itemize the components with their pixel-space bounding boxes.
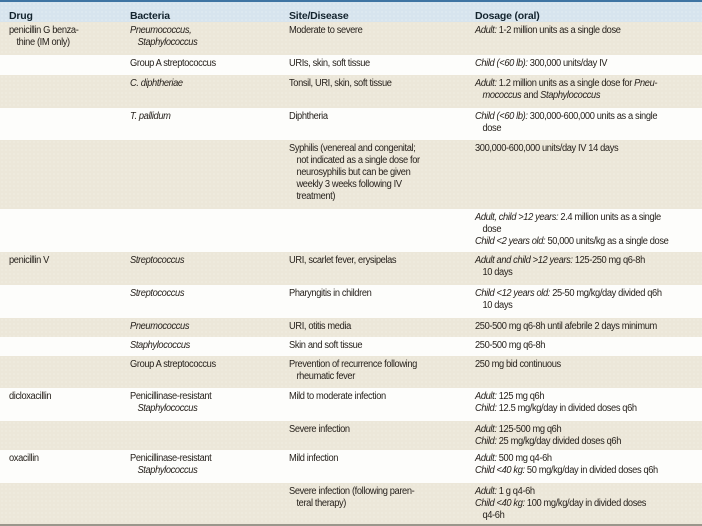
cell-line: URI, otitis media	[289, 321, 351, 332]
cell-bacteria	[130, 421, 289, 448]
cell-bacteria	[130, 337, 289, 352]
cell-bacteria	[130, 450, 289, 477]
cell-drug	[0, 22, 130, 49]
cell-drug	[0, 285, 130, 312]
cell-dosage	[475, 356, 702, 383]
cell-line: dose	[482, 123, 502, 134]
cell-line: Staphylococcus	[137, 37, 198, 48]
cell-site-disease	[289, 356, 475, 383]
column-header-dosage-oral	[475, 2, 702, 24]
cell-site-disease	[289, 252, 475, 279]
cell-site-disease	[289, 75, 475, 102]
cell-line: Group A streptococcus	[130, 359, 216, 370]
table-row	[0, 337, 702, 356]
cell-site-disease	[289, 55, 475, 70]
table-row	[0, 22, 702, 55]
table-row	[0, 140, 702, 209]
cell-line: Child <2 years old: 50,000 units/kg as a single dose	[475, 236, 669, 247]
cell-line: penicillin V	[9, 255, 50, 266]
cell-bacteria	[130, 285, 289, 312]
table-row	[0, 55, 702, 75]
cell-dosage	[475, 75, 702, 102]
cell-line: mococcus and Staphylococcus	[482, 90, 601, 101]
cell-line: Child <12 years old: 25-50 mg/kg/day divided q6h	[475, 288, 662, 299]
table-body	[0, 22, 702, 524]
cell-site-disease	[289, 388, 475, 415]
cell-dosage	[475, 108, 702, 135]
cell-line: Child <40 kg: 50 mg/kg/day in divided doses q6h	[475, 465, 658, 476]
column-header-site-disease	[289, 2, 475, 24]
cell-dosage	[475, 318, 702, 333]
cell-line: 10 days	[482, 300, 513, 311]
cell-line: Adult: 1.2 million units as a single dose for Pneu-	[475, 78, 658, 89]
cell-line: Adult and child >12 years: 125-250 mg q6-8h	[475, 255, 645, 266]
cell-line: 300,000-600,000 units/day IV 14 days	[475, 143, 619, 154]
cell-site-disease	[289, 318, 475, 333]
table-row	[0, 483, 702, 524]
cell-line: not indicated as a single dose for	[296, 155, 420, 166]
cell-line: Child <40 kg: 100 mg/kg/day in divided doses	[475, 498, 647, 509]
cell-line: dicloxacillin	[9, 391, 52, 402]
cell-site-disease	[289, 450, 475, 477]
cell-line: treatment)	[296, 191, 336, 202]
cell-drug	[0, 252, 130, 279]
cell-dosage	[475, 140, 702, 203]
cell-line: Severe infection (following paren-	[289, 486, 415, 497]
cell-line: URIs, skin, soft tissue	[289, 58, 370, 69]
cell-drug	[0, 75, 130, 102]
cell-drug	[0, 209, 130, 248]
cell-line: Diphtheria	[289, 111, 328, 122]
column-header-bacteria	[130, 2, 289, 24]
cell-dosage	[475, 209, 702, 248]
cell-dosage	[475, 285, 702, 312]
cell-line: Child (<60 lb): 300,000 units/day IV	[475, 58, 608, 69]
cell-line: Adult: 1 g q4-6h	[475, 486, 535, 497]
cell-dosage	[475, 55, 702, 70]
cell-line: Tonsil, URI, skin, soft tissue	[289, 78, 392, 89]
cell-dosage	[475, 388, 702, 415]
cell-line: Staphylococcus	[137, 465, 198, 476]
cell-bacteria	[130, 75, 289, 102]
cell-site-disease	[289, 22, 475, 49]
cell-dosage	[475, 421, 702, 448]
cell-line: Adult, child >12 years: 2.4 million units as a single	[475, 212, 661, 223]
cell-bacteria	[130, 209, 289, 248]
cell-line: Child: 25 mg/kg/day divided doses q6h	[475, 436, 621, 447]
cell-line: weekly 3 weeks following IV	[296, 179, 402, 190]
cell-bacteria	[130, 108, 289, 135]
cell-site-disease	[289, 483, 475, 522]
cell-line: 250 mg bid continuous	[475, 359, 561, 370]
cell-dosage	[475, 252, 702, 279]
cell-line: rheumatic fever	[296, 371, 355, 382]
cell-line: T. pallidum	[130, 111, 171, 122]
table-row	[0, 421, 702, 450]
table-row	[0, 209, 702, 252]
cell-drug	[0, 55, 130, 70]
cell-dosage	[475, 483, 702, 522]
table-row	[0, 356, 702, 388]
cell-line: Penicillinase-resistant	[130, 391, 212, 402]
table-row	[0, 450, 702, 483]
cell-line: penicillin G benza-	[9, 25, 79, 36]
cell-site-disease	[289, 421, 475, 448]
cell-site-disease	[289, 337, 475, 352]
cell-line: Pharyngitis in children	[289, 288, 372, 299]
table-row	[0, 285, 702, 318]
cell-bacteria	[130, 140, 289, 203]
cell-line: URI, scarlet fever, erysipelas	[289, 255, 397, 266]
cell-drug	[0, 483, 130, 522]
column-header-bacteria-label: Bacteria	[130, 10, 170, 22]
cell-line: Prevention of recurrence following	[289, 359, 417, 370]
cell-line: teral therapy)	[296, 498, 347, 509]
table-row	[0, 388, 702, 421]
column-header-drug	[0, 2, 130, 24]
cell-line: thine (IM only)	[16, 37, 70, 48]
table-row	[0, 108, 702, 140]
table-row	[0, 75, 702, 108]
cell-dosage	[475, 22, 702, 49]
cell-line: Adult: 500 mg q4-6h	[475, 453, 552, 464]
cell-bacteria	[130, 252, 289, 279]
cell-line: Streptococcus	[130, 288, 185, 299]
cell-drug	[0, 318, 130, 333]
cell-drug	[0, 450, 130, 477]
cell-line: Pneumococcus	[130, 321, 190, 332]
cell-line: Severe infection	[289, 424, 350, 435]
cell-dosage	[475, 450, 702, 477]
cell-drug	[0, 337, 130, 352]
cell-line: Streptococcus	[130, 255, 185, 266]
cell-line: Child (<60 lb): 300,000-600,000 units as a single	[475, 111, 658, 122]
cell-line: Adult: 1-2 million units as a single dose	[475, 25, 621, 36]
cell-line: Penicillinase-resistant	[130, 453, 212, 464]
cell-site-disease	[289, 285, 475, 312]
cell-bacteria	[130, 356, 289, 383]
cell-bacteria	[130, 388, 289, 415]
table-row	[0, 318, 702, 337]
cell-drug	[0, 421, 130, 448]
cell-line: Adult: 125 mg q6h	[475, 391, 545, 402]
cell-line: Group A streptococcus	[130, 58, 216, 69]
cell-drug	[0, 140, 130, 203]
cell-bacteria	[130, 318, 289, 333]
cell-dosage	[475, 337, 702, 352]
cell-line: Mild to moderate infection	[289, 391, 386, 402]
cell-site-disease	[289, 140, 475, 203]
column-header-drug-label: Drug	[9, 10, 33, 22]
column-header-site-disease-label: Site/Disease	[289, 10, 349, 22]
cell-line: 10 days	[482, 267, 513, 278]
cell-line: 250-500 mg q6-8h	[475, 340, 546, 351]
cell-line: Child: 12.5 mg/kg/day in divided doses q6h	[475, 403, 637, 414]
cell-site-disease	[289, 108, 475, 135]
cell-line: 250-500 mg q6-8h until afebrile 2 days minimum	[475, 321, 657, 332]
cell-line: Staphylococcus	[137, 403, 198, 414]
cell-line: Staphylococcus	[130, 340, 190, 351]
cell-line: Adult: 125-500 mg q6h	[475, 424, 562, 435]
cell-bacteria	[130, 483, 289, 522]
table-row	[0, 252, 702, 285]
cell-line: Moderate to severe	[289, 25, 363, 36]
cell-site-disease	[289, 209, 475, 248]
cell-line: C. diphtheriae	[130, 78, 183, 89]
table-header-row	[0, 2, 702, 22]
cell-drug	[0, 388, 130, 415]
column-header-dosage-oral-label: Dosage (oral)	[475, 10, 540, 22]
cell-line: Skin and soft tissue	[289, 340, 363, 351]
cell-drug	[0, 356, 130, 383]
cell-line: q4-6h	[482, 510, 505, 521]
cell-line: Syphilis (venereal and congenital;	[289, 143, 416, 154]
cell-line: oxacillin	[9, 453, 39, 464]
cell-line: neurosyphilis but can be given	[296, 167, 411, 178]
cell-bacteria	[130, 22, 289, 49]
cell-line: Mild infection	[289, 453, 339, 464]
cell-bacteria	[130, 55, 289, 70]
cell-line: dose	[482, 224, 502, 235]
cell-drug	[0, 108, 130, 135]
cell-line: Pneumococcus,	[130, 25, 192, 36]
